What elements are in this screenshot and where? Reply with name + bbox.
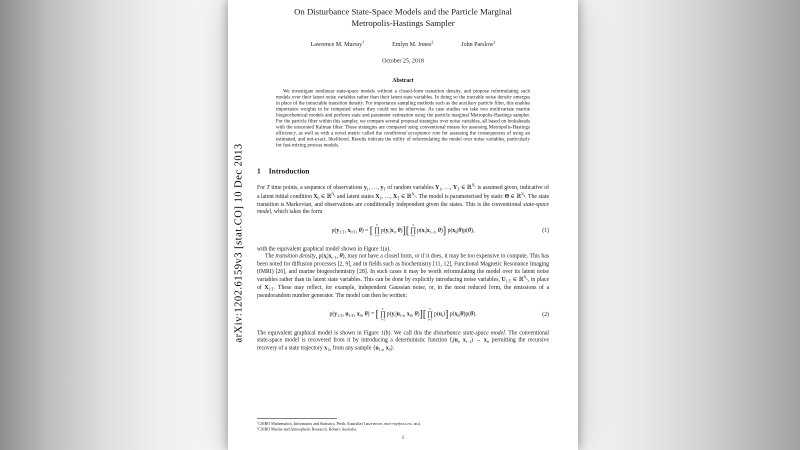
author-list (257, 40, 549, 48)
page-scaler (228, 0, 578, 450)
equation-1 (257, 223, 549, 237)
author-2-name: Emlyn M. Jones (392, 40, 432, 48)
footnotes (257, 418, 549, 432)
footnote-1: †CSIRO Mathematics, Informatics and Statistics, Perth, Australia (lawrence.murray@csiro.au). (257, 421, 421, 426)
page-number: 1 (401, 435, 405, 441)
paragraph-after-equation-1: with the equivalent graphical model shown in Figure 1(a). (257, 246, 391, 252)
paper-content (257, 0, 549, 353)
equation-1-body: $p(y_{1:T}$, $x_{0:T}$, θ) = [ T ∏ t=1 $p(y_t|x_t$, θ)][ T ∏ t=1 $p(x_t|x_{t-1}$, θ)] $p(x_0|\theta)p(\theta)$, (331, 223, 475, 238)
footnote-2: ‡CSIRO Marine and Atmospheric Research, Hobart, Australia. (257, 426, 358, 432)
section-1-number: 1 (257, 167, 261, 176)
paper-title: On Disturbance State-Space Models and the Particle Marginal Metropolis-Hastings Sampler (294, 6, 512, 29)
equation-2-body: $p(y_{1:T}$, $u_{1:T}$, $x_0$, θ) = [ T ∏ t=1 $p(y_t|u_{1:t}$, $x_0$, θ)][ T ∏ t=1 $p(u_t)$] $p(x_0|\theta)p(\theta)$. (329, 307, 477, 322)
equation-2 (257, 307, 549, 321)
abstract-heading: Abstract (392, 77, 414, 84)
author-3 (461, 40, 495, 48)
section-1-heading (257, 168, 549, 177)
section-1-title: Introduction (268, 167, 310, 176)
equation-1-number: (1) (542, 227, 549, 234)
paper-date: October 25, 2018 (382, 57, 424, 65)
author-2 (392, 40, 433, 48)
author-1-footnote-mark: † (362, 40, 365, 45)
abstract-text: We investigate nonlinear state-space models without a closed-form transition density, and propose reformulating such models over their latent noise variables rather than their latent state variables. In doing so the tractable noise density emerges in place of the intractable transition density. For importance sampling methods such as the auxiliary particle filter, this enables importance weights to be computed where they could not be otherwise. As case studies we take two multivariate marine biogeochemical models and perform state and parameter estimation using the particle marginal Metropolis-Hastings sampler. For the particle filter within this sampler, we compare several proposal strategies over noise variables, all based on lookaheads with the unscented Kalman filter. These strategies are compared using conventional means for assessing Metropolis-Hastings efficiency, as well as with a novel metric called the conditional acceptance rate for assessing the consequences of using an estimated, and not-exact, likelihood. Results indicate the utility of reformulating the model over noise variables, particularly for fast-mixing process models. (276, 88, 530, 149)
paper-page (228, 0, 578, 450)
paragraph-3: The equivalent graphical model is shown in Figure 1(b). We call this the disturbance state-space model. The conventional state-space model is recovered from it by introducing a deterministic function $f_t(u_t$, $x_{t-1}) \to x_t$, permitting the recursive recovery of a state trajectory $x_{1:t}$ from any sample {$u_{1:t}$, $x_0$}. (257, 329, 550, 353)
author-1-name: Lawrence M. Murray (310, 40, 363, 48)
paragraph-1: For T time points, a sequence of observations $y_1$, …, $y_T$ of random variables $Y_1$, …, $Y_T$ ∈ ℝ$^{N_y}$ is assumed given, indicative of a latent initial condition $X_0$ ∈ ℝ$^{N_x}$ and latent states $X_1$, …, $X_T$ ∈ ℝ$^{N_x}$. The model is parameterised by static Θ ∈ ℝ$^{N_\theta}$. The state transition is Markovian, and observations are conditionally independent given the states. This is the conventional state-space model, which takes the form (257, 183, 550, 215)
author-3-footnote-mark: ‡ (493, 40, 496, 45)
author-2-footnote-mark: ‡ (431, 40, 434, 45)
author-3-name: John Parslow (461, 40, 494, 48)
paragraph-2: The transition density, $p(x_t|x_{t-1}$, θ), may not have a closed form, or if it does, it may be too expensive to compute. This has been noted for diffusion processes [2, 9], and in fields such as biochemistry [11, 12], Functional Magnetic Resonance Imaging (fMRI) [26], and marine biogeochemistry [28]. In such cases it may be worth reformulating the model over its latent noise variables rather than its latent state variables. This can be done by explicitly introducing noise variables, $U_{1:T}$ ∈ ℝ$^{N_u}$, in place of $X_{1:T}$. These may reflect, for example, independent Gaussian noise, or, in the most reduced form, the emissions of a pseudorandom number generator. The model can then be written: (257, 253, 549, 299)
author-1 (311, 40, 364, 48)
arxiv-watermark: arXiv:1202.6159v3 [stat.CO] 10 Dec 2013 (232, 143, 244, 343)
footnote-rule (257, 418, 337, 419)
equation-2-number: (2) (542, 311, 549, 318)
